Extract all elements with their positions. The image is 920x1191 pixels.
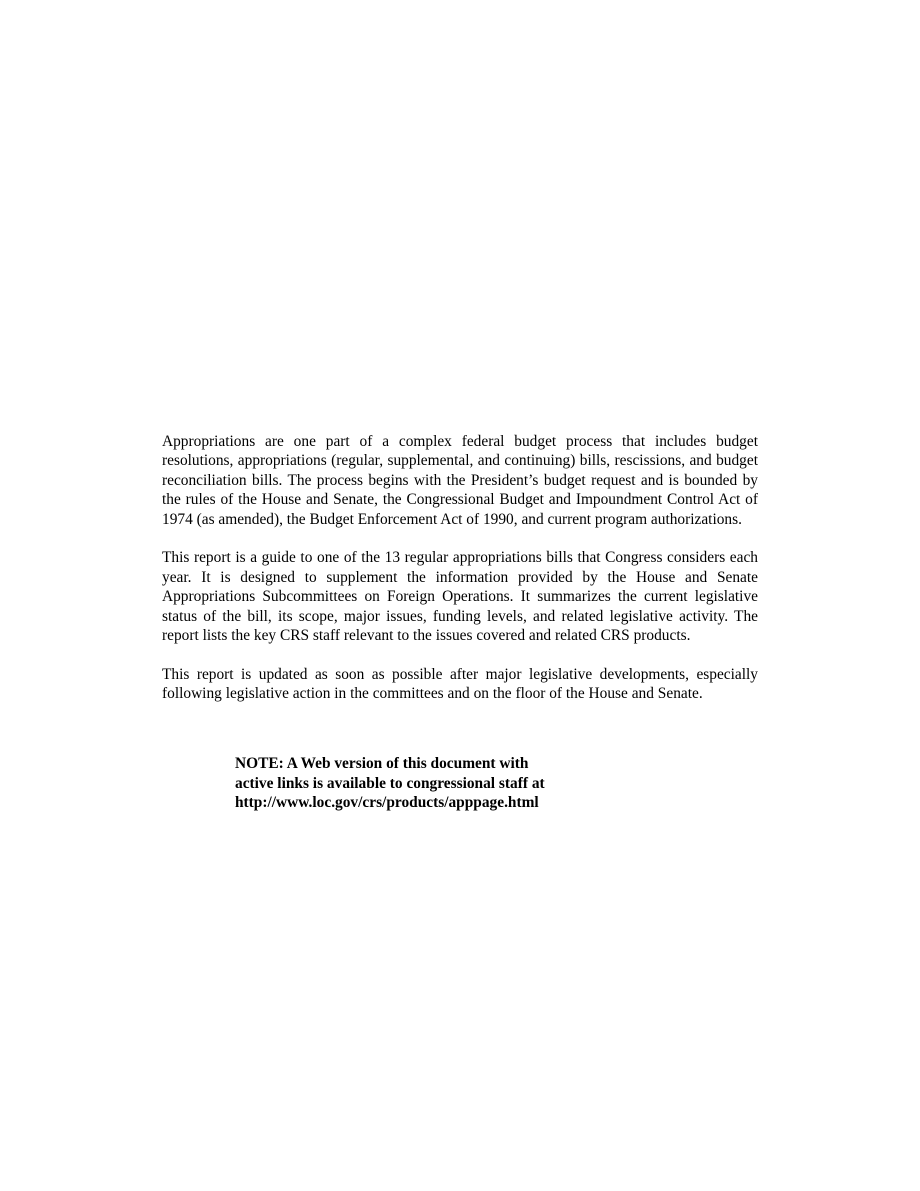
note-url: http://www.loc.gov/crs/products/apppage.html: [235, 794, 539, 812]
body-text: [162, 432, 758, 723]
paragraph-update-policy: This report is updated as soon as possible after major legislative developments, especially following legislative action in the committees and on the floor of the House and Senate.: [162, 665, 758, 703]
note-line-2: active links is available to congressional staff at: [235, 774, 545, 792]
paragraph-appropriations-overview: Appropriations are one part of a complex federal budget process that includes budget resolutions, appropriations (regular, supplemental, and continuing) bills, rescissions, and budget reconciliation bills. The process begins with the President’s budget request and is bounded by the rules of the House and Senate, the Congressional Budget and Impoundment Control Act of 1974 (as amended), the Budget Enforcement Act of 1990, and current program authorizations.: [162, 433, 758, 528]
paragraph-report-guide: This report is a guide to one of the 13 regular appropriations bills that Congress considers each year. It is designed to supplement the information provided by the House and Senate Appropriations Subcommittees on Foreign Operations. It summarizes the current legislative status of the bill, its scope, major issues, funding levels, and related legislative activity. The report lists the key CRS staff relevant to the issues covered and related CRS products.: [162, 549, 758, 645]
web-version-note: [235, 754, 595, 813]
note-line-1: NOTE: A Web version of this document with: [235, 755, 529, 772]
